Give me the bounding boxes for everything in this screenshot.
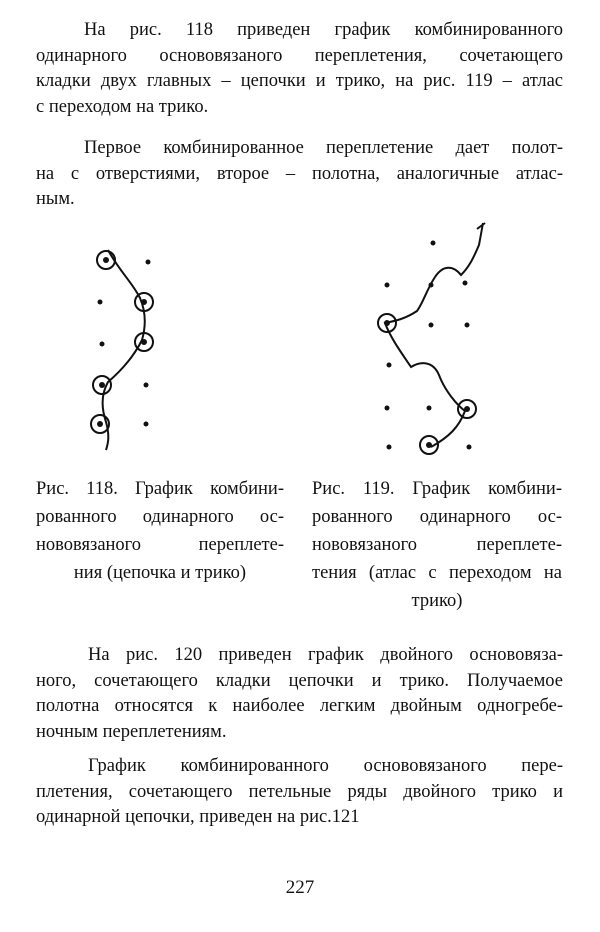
figure-119-caption	[312, 475, 562, 615]
text-line: кладки двух главных – цепочки и трико, на рис. 119 – атлас	[36, 71, 563, 91]
yarn-path	[385, 223, 483, 447]
figure-119-diagram	[365, 215, 495, 465]
text-line: Первое комбинированное переплетение дает полот-	[84, 138, 563, 158]
caption-line: трико)	[411, 591, 463, 611]
text-line: На рис. 118 приведен график комбинированного	[84, 20, 563, 40]
paragraph-2	[36, 136, 563, 213]
text-line: ночным переплетениям.	[36, 721, 227, 742]
text-line: одинарной цепочки, приведен на рис.121	[36, 807, 360, 827]
loop-centers	[384, 320, 470, 448]
text-line: График комбинированного основовязаного пере-	[88, 756, 563, 776]
figure-118-caption	[36, 475, 284, 587]
caption-line: Рис. 118. График комбини-	[36, 479, 284, 499]
caption-line: Рис. 119. График комбини-	[312, 479, 562, 499]
page-number: 227	[285, 877, 315, 898]
loop-markers	[378, 314, 476, 454]
text-line: ным.	[36, 189, 75, 209]
paragraph-1	[36, 18, 563, 120]
text-line: ного, сочетающего кладки цепочки и трико. Получаемое	[36, 670, 563, 691]
figure-118-diagram	[80, 232, 170, 457]
caption-line: тения (атлас с переходом на	[312, 563, 562, 583]
text-line: На рис. 120 приведен график двойного основовяза-	[88, 645, 563, 665]
text-line: на с отверстиями, второе – полотна, аналогичные атлас-	[36, 163, 563, 184]
caption-line: рованного одинарного ос-	[36, 507, 284, 527]
caption-line: рованного одинарного ос-	[312, 507, 562, 527]
text-line: полотна относятся к наиболее легким двойным одногребе-	[36, 696, 563, 716]
caption-line: ния (цепочка и трико)	[73, 563, 247, 583]
caption-line: нововязаного переплете-	[36, 535, 284, 555]
caption-line: нововязаного переплете-	[312, 535, 562, 555]
loop-centers	[97, 257, 147, 427]
paragraph-3	[36, 643, 563, 745]
paragraph-4	[36, 754, 563, 831]
text-line: с переходом на трико.	[36, 96, 209, 117]
text-line: плетения, сочетающего петельные ряды двойного трико и	[36, 781, 563, 802]
text-line: одинарного основовязаного переплетения, сочетающего	[36, 45, 563, 66]
